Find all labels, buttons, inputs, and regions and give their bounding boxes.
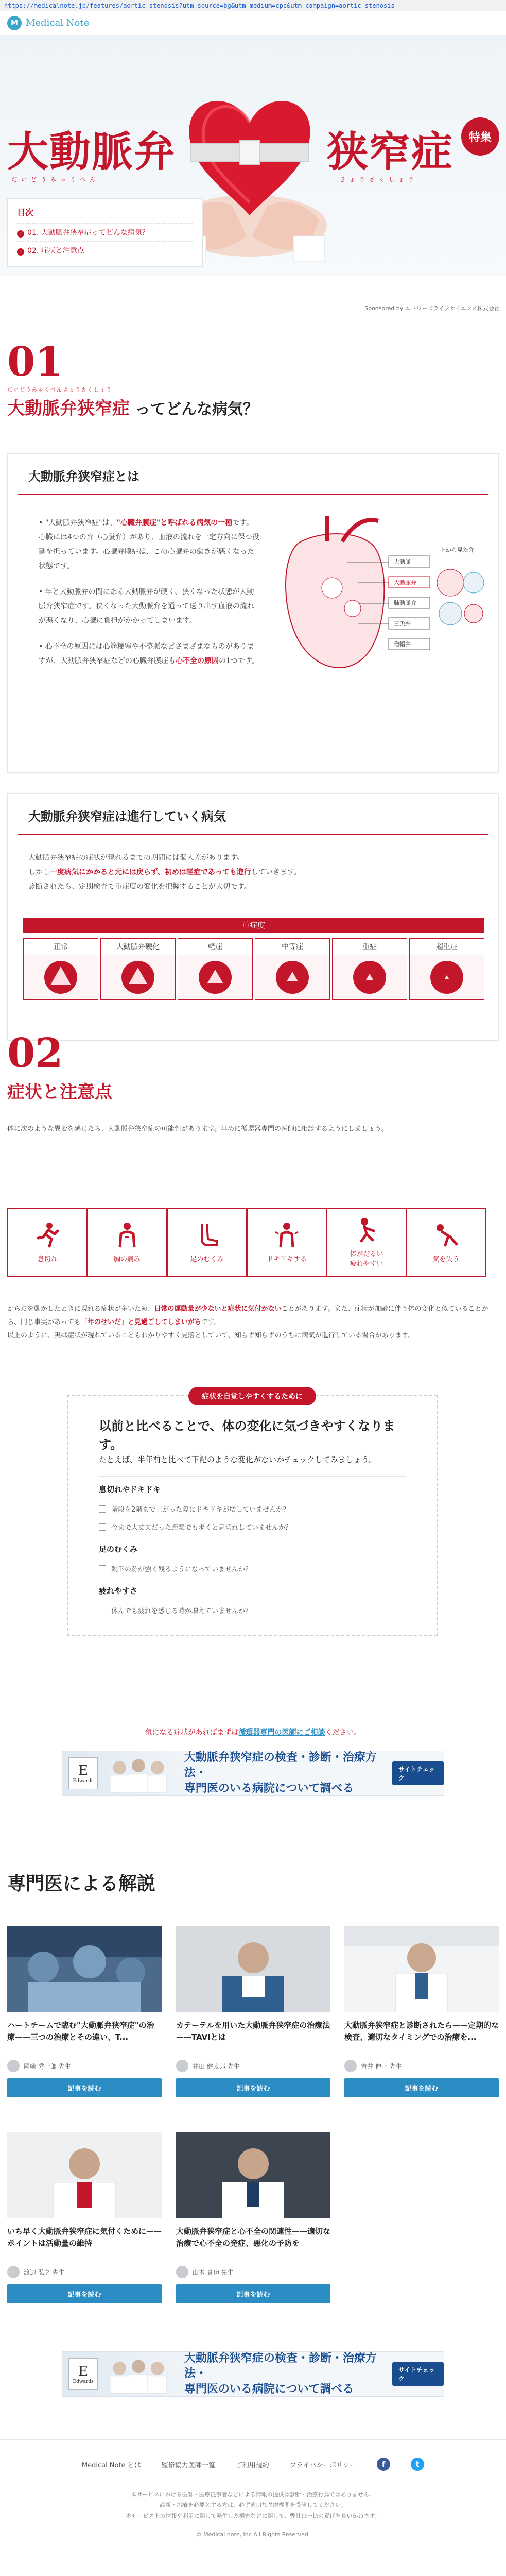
avatar [176, 2266, 188, 2278]
checkbox[interactable] [99, 1607, 106, 1614]
card-text [39, 516, 260, 668]
hospital-search-banner-bottom[interactable] [62, 2351, 444, 2397]
severity-bar: 重症度 [23, 918, 484, 933]
check-item-label: 休んでも疲れを感じる時が増えていませんか？ [111, 1607, 252, 1615]
logo-sub: Edwards [73, 2379, 94, 2384]
card-heading: 大動脈弁狭窄症とは [18, 454, 488, 495]
doctor-photo [176, 2132, 330, 2218]
diagram-label-tricuspid: 三尖弁 [394, 620, 411, 627]
check-item-label: 靴下の跡が強く残るようになっていませんか？ [111, 1566, 252, 1573]
edwards-logo [68, 2358, 98, 2390]
tired-person-icon [353, 1216, 380, 1243]
author-name: 岡崎 秀一郎 先生 [24, 2062, 71, 2070]
text: 気になる症状があればまずは [145, 1728, 239, 1737]
disclaimer-line: 診断・治療を必要とする方は、必ず適切な医療機関を受診してください。 [160, 2501, 346, 2509]
hero-title-left: 大動脈弁 [7, 127, 176, 176]
paragraph: • "大動脈弁狭窄症"は、"心臓弁膜症"と呼ばれる病気の一種です。心臓には4つの弁（心臓弁）があり、血液の流れを一定方向に保つ役割を担っています。心臓弁膜症は、この心臓弁の働きが悪くなった状態です。 [39, 519, 259, 570]
check-item-label: 階段を2階まで上がった際にドキドキが増していませんか？ [111, 1506, 290, 1514]
avatar [344, 2060, 357, 2072]
text: からだを動かしたときに現れる症状が多いため、 [7, 1305, 154, 1313]
read-article-button[interactable]: 記事を読む [344, 2078, 499, 2097]
footer-link-supervisors[interactable]: 監修協力医師一覧 [161, 2461, 215, 2469]
symptom-label: 足のむくみ [190, 1255, 224, 1263]
chevron-right-icon: › [17, 248, 24, 256]
text: ことがあります。また、症状が加齢に伴う体の変化と似ていることから、同じ事実があっても [7, 1305, 488, 1326]
stage-row [23, 938, 486, 1000]
expert-card[interactable] [7, 2132, 162, 2303]
expert-card[interactable] [176, 2132, 330, 2303]
stage-mild [178, 938, 253, 1000]
diagram-label-mitral: 僧帽弁 [394, 641, 411, 648]
doctor-photo [344, 1926, 499, 2012]
disclaimer-line: 本サービス上の情報や利用に関して発生した損害などに関して、弊社は一切の責任を負いかねます。 [126, 2512, 380, 2519]
checkbox[interactable] [99, 1505, 106, 1513]
site-check-button[interactable]: サイトチェック [392, 1761, 444, 1785]
self-check-lead: 以前と比べることで、体の変化に気づきやすくなります。 [99, 1419, 395, 1452]
symptom-label: 胸の痛み [113, 1255, 141, 1263]
facebook-icon[interactable]: f [377, 2458, 390, 2471]
diagram-label-aorta: 大動脈 [394, 558, 411, 565]
doctors-illustration [103, 2353, 174, 2395]
disclaimer-line: 本サービスにおける医師・医療従事者などによる情報の提供は診断・治療行為ではありません。 [131, 2491, 375, 2498]
banner-line: 専門医のいる病院について調べる [184, 2382, 354, 2396]
expert-title[interactable]: 大動脈弁狭窄症と診断されたら——定期的な検査、適切なタイミングでの治療を... [344, 2021, 499, 2042]
avatar [176, 2060, 188, 2072]
section-ruby: だいどうみゃくべんきょうさくしょう [7, 387, 112, 393]
valve-very-severe-icon [410, 955, 484, 999]
read-article-button[interactable]: 記事を読む [176, 2284, 330, 2303]
footer-link-privacy[interactable]: プライバシーポリシー [289, 2461, 357, 2469]
toc-item-label: 01. 大動脈弁狭窄症ってどんな病気？ [27, 229, 149, 237]
fainting-icon [433, 1222, 460, 1248]
paragraph: 以上のように、実は症状が現れていることもわかりやすく見落としていて、知らず知らずのうちに病気が進行している場合があります。 [7, 1332, 415, 1340]
diagram-label-pulmonary-valve: 肺動脈弁 [394, 600, 416, 606]
hospital-search-banner[interactable] [62, 1751, 444, 1796]
paragraph: • 心不全の原因には心筋梗塞や不整脈などさまざまなものがありますが、大動脈弁狭窄症などの心臓弁膜症も心不全の原因の1つです。 [39, 642, 259, 665]
self-check-pill: 症状を自覚しやすくするために [188, 1387, 316, 1405]
site-header [0, 11, 506, 35]
check-item[interactable] [99, 1560, 406, 1578]
expert-title[interactable]: いち早く大動脈弁狭窄症に気付くために——ポイントは活動量の維持 [7, 2227, 162, 2248]
section-02 [0, 1030, 506, 1136]
valve-open-icon [24, 955, 98, 999]
banner-line: 専門医のいる病院について調べる [184, 1782, 354, 1795]
self-check-card [67, 1395, 438, 1636]
card-text [28, 851, 481, 894]
avatar [7, 2266, 20, 2278]
symptom-palpitations [247, 1208, 326, 1277]
text: しかし [28, 868, 50, 876]
symptom-fainting [406, 1208, 486, 1277]
site-check-button[interactable]: サイトチェック [392, 2362, 444, 2386]
expert-card[interactable] [344, 1926, 499, 2097]
valve-moderate-icon [255, 955, 329, 999]
highlight-text: 日常の運動量が少ないと症状に気付かない [154, 1305, 282, 1313]
logo-icon[interactable]: M [7, 16, 22, 30]
section-title-main: 大動脈弁狭窄症 [7, 398, 130, 419]
paragraph: • 年と大動脈弁の間にある大動脈弁が硬く、狭くなった状態が大動脈弁狭窄症です。狭くなった大動脈弁を通って送り出す血液の流れが悪くなり、心臓に負担がかかってしまいます。 [39, 588, 254, 625]
symptom-fatigue [326, 1208, 406, 1277]
check-item[interactable] [99, 1601, 406, 1619]
symptom-notes [7, 1302, 499, 1343]
diagram-label-top-view: 上から見た弁 [440, 547, 474, 553]
expert-title[interactable]: カテーテルを用いた大動脈弁狭窄症の治療法——TAVIとは [176, 2021, 330, 2042]
symptom-swelling [167, 1208, 247, 1277]
symptom-label: 息切れ [37, 1255, 58, 1263]
read-article-button[interactable]: 記事を読む [7, 2284, 162, 2303]
text: 心不全の原因には心筋梗塞や不整脈などさまざまなものがありますが、大動脈弁狭窄症などの心臓弁膜症も [39, 642, 254, 665]
expert-card[interactable] [176, 1926, 330, 2097]
twitter-icon[interactable]: t [411, 2458, 424, 2471]
doctor-photo [7, 2132, 162, 2218]
read-article-button[interactable]: 記事を読む [176, 2078, 330, 2097]
footer-link-terms[interactable]: ご利用規約 [235, 2461, 269, 2469]
checkbox[interactable] [99, 1565, 106, 1572]
running-person-icon [34, 1222, 61, 1248]
expert-author [7, 2060, 162, 2072]
text: です。心臓には4つの弁（心臓弁）があり、血液の流れを一定方向に保つ役割を担っています。心臓弁膜症は、この心臓弁の働きが悪くなった状態です。 [39, 519, 259, 570]
copyright: © Medical note, Inc All Rights Reserved. [196, 2531, 310, 2538]
author-name: 渡辺 弘之 先生 [24, 2268, 65, 2276]
doctors-illustration [103, 1753, 174, 1794]
table-of-contents [7, 198, 203, 267]
chevron-right-icon: › [17, 230, 24, 238]
self-check-sub: たとえば、半年前と比べて下記のような変化がないかチェックしてみましょう。 [99, 1455, 377, 1464]
heart-valve-diagram [270, 511, 486, 686]
banner-text [184, 2351, 382, 2397]
palpitation-icon [273, 1222, 300, 1248]
surgery-photo [7, 1926, 162, 2012]
stage-sclerosis [100, 938, 176, 1000]
stage-severe [332, 938, 407, 1000]
author-name: 井田 健太郎 先生 [193, 2062, 240, 2070]
paragraph: 診断されたら、定期検査で重症度の変化を把握することが大切です。 [28, 883, 251, 891]
check-item-label: 今まで大丈夫だった距離でも歩くと息切れしていませんか？ [111, 1524, 292, 1532]
card-progression [7, 793, 499, 1041]
banner-line: 大動脈弁狭窄症の検査・診断・治療方法・ [184, 1751, 377, 1780]
stage-moderate [255, 938, 330, 1000]
footer-links [0, 2458, 506, 2471]
banner-text [184, 1750, 382, 1796]
expert-author [176, 2060, 330, 2072]
expert-title[interactable]: ハートチームで臨む"大動脈弁狭窄症"の治療——三つの治療とその違い、T... [7, 2021, 154, 2042]
footer-link-about[interactable]: Medical Note とは [81, 2461, 141, 2469]
card-heading: 大動脈弁狭窄症は進行していく病気 [18, 794, 488, 835]
symptom-chest-pain [87, 1208, 167, 1277]
chest-pain-icon [114, 1222, 141, 1248]
logo-sub: Edwards [73, 1778, 94, 1784]
stage-label: 超重症 [410, 939, 484, 955]
paragraph [7, 1302, 499, 1329]
section-title [7, 394, 506, 419]
section-title: 症状と注意点 [7, 1082, 112, 1103]
sponsor-text: Sponsored by エドワーズライフサイエンス株式会社 [364, 305, 500, 312]
section-01 [0, 338, 506, 419]
browser-url[interactable]: https://medicalnote.jp/features/aortic_stenosis?utm_source=bg&utm_medium=cpc&utm_campaign=aortic_stenosis [0, 0, 506, 11]
stage-label: 正常 [24, 939, 98, 955]
symptom-label: ドキドキする [266, 1255, 307, 1263]
toc-item-01[interactable] [17, 223, 193, 241]
footer-disclaimer [0, 2489, 506, 2522]
avatar [7, 2060, 20, 2072]
paragraph [28, 865, 481, 879]
expert-author [7, 2266, 162, 2278]
text: 年と大動脈弁の間にある大動脈弁が硬く、狭くなった状態が大動脈弁狭窄症です。狭くなった大動脈弁を通って送り出す血液の流れが悪くなり、心臓に負担がかかってしまいます。 [39, 588, 254, 625]
feature-badge: 特集 [461, 117, 499, 156]
logo-letter: E [78, 1763, 89, 1778]
check-category: 息切れやドキドキ [99, 1476, 406, 1500]
symptom-label: 体がだるい 疲れやすい [350, 1250, 383, 1268]
hero-title-right: 狭窄症 [327, 127, 453, 176]
highlight-text: 一度病気にかかると元には戻らず、初めは軽症であっても進行 [50, 868, 251, 876]
hero-ruby-right: きょうさくしょう [340, 176, 418, 183]
text: "大動脈弁狭窄症"は、 [45, 519, 117, 527]
text: ください。 [325, 1728, 361, 1737]
section-number: 02 [7, 1030, 63, 1077]
banner-line: 大動脈弁狭窄症の検査・診断・治療方法・ [184, 2352, 377, 2381]
stage-label: 軽症 [178, 939, 252, 955]
paragraph: 大動脈弁狭窄症の症状が現れるまでの期間には個人差があります。 [28, 854, 244, 862]
check-item[interactable] [99, 1500, 406, 1518]
author-name: 吉井 伸一 先生 [361, 2062, 402, 2070]
hero-ruby-left: だいどうみゃくべん [11, 176, 99, 183]
consult-link[interactable]: 循環器専門の医師にご相談 [238, 1728, 325, 1737]
experts-title: 専門医による解説 [7, 1873, 156, 1894]
section-intro: 体に次のような異変を感じたら、大動脈弁狭窄症の可能性があります。早めに循環器専門の医師に相談するようにしましょう。 [7, 1125, 388, 1133]
read-article-button[interactable]: 記事を読む [7, 2078, 162, 2097]
foot-icon [194, 1222, 220, 1248]
toc-item-02[interactable] [17, 241, 193, 259]
valve-mild-icon [178, 955, 252, 999]
toc-item-label: 02. 症状と注意点 [27, 247, 84, 255]
section-title-suffix: ってどんな病気？ [135, 400, 258, 418]
edwards-logo [68, 1757, 98, 1789]
doctor-photo [176, 1926, 330, 2012]
toc-title: 目次 [17, 208, 34, 217]
symptom-shortness-of-breath [7, 1208, 87, 1277]
valve-severe-icon [333, 955, 407, 999]
stage-label: 中等症 [255, 939, 329, 955]
symptom-label: 気を失う [432, 1255, 460, 1263]
highlight-text: 「年のせいだ」と見過ごしてしまいがち [80, 1318, 201, 1326]
text: していきます。 [251, 868, 301, 876]
expert-author [344, 2060, 499, 2072]
footer [0, 2439, 506, 2576]
highlight-text: 心不全の原因 [176, 657, 219, 665]
author-name: 山本 真功 先生 [193, 2268, 234, 2276]
expert-title[interactable]: 大動脈弁狭窄症と心不全の関連性——適切な治療で心不全の発症、悪化の予防を [176, 2227, 330, 2248]
check-item[interactable] [99, 1518, 406, 1536]
expert-card[interactable] [7, 1926, 162, 2097]
stage-very-severe [409, 938, 484, 1000]
diagram-label-aortic-valve: 大動脈弁 [394, 579, 416, 586]
stage-normal [23, 938, 98, 1000]
valve-sclerosis-icon [101, 955, 175, 999]
text: です。 [201, 1318, 221, 1326]
consult-note [0, 1727, 506, 1737]
logo-letter: E [78, 2364, 89, 2379]
section-number: 01 [7, 338, 63, 385]
highlight-text: "心臓弁膜症"と呼ばれる病気の一種 [116, 519, 233, 527]
text: の1つです。 [219, 657, 259, 665]
logo-text[interactable]: Medical Note [26, 18, 90, 28]
stage-label: 大動脈弁硬化 [101, 939, 175, 955]
symptom-grid [7, 1208, 486, 1277]
card-what-is [7, 453, 499, 773]
check-category: 疲れやすさ [99, 1578, 406, 1601]
stage-label: 重症 [333, 939, 407, 955]
expert-author [176, 2266, 330, 2278]
check-category: 足のむくみ [99, 1536, 406, 1560]
checkbox[interactable] [99, 1523, 106, 1531]
